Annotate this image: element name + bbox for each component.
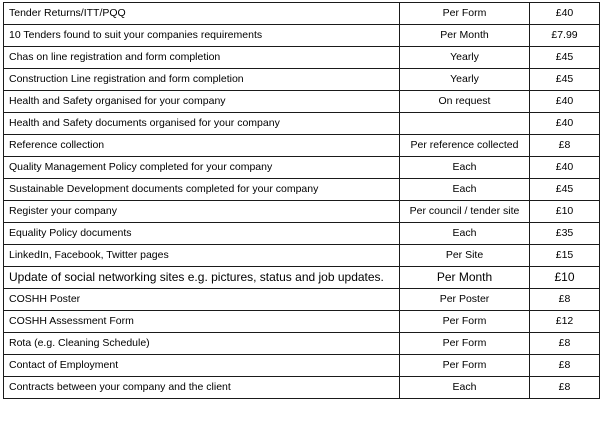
table-row — [4, 311, 600, 333]
price-cell: £10 — [530, 201, 600, 223]
price-cell: £10 — [530, 267, 600, 289]
price-table — [3, 2, 600, 399]
service-cell: Chas on line registration and form completion — [4, 47, 400, 69]
table-row — [4, 355, 600, 377]
service-cell: COSHH Poster — [4, 289, 400, 311]
table-row — [4, 25, 600, 47]
service-cell: Contracts between your company and the client — [4, 377, 400, 399]
price-cell: £45 — [530, 69, 600, 91]
table-row — [4, 69, 600, 91]
service-cell: Update of social networking sites e.g. pictures, status and job updates. — [4, 267, 400, 289]
frequency-cell: Per Form — [400, 3, 530, 25]
frequency-cell: Per Month — [400, 25, 530, 47]
price-cell: £8 — [530, 377, 600, 399]
table-row — [4, 267, 600, 289]
price-cell: £40 — [530, 91, 600, 113]
table-row — [4, 157, 600, 179]
price-cell: £15 — [530, 245, 600, 267]
table-row — [4, 179, 600, 201]
price-cell: £8 — [530, 289, 600, 311]
frequency-cell: Per reference collected — [400, 135, 530, 157]
price-cell: £7.99 — [530, 25, 600, 47]
price-cell: £8 — [530, 333, 600, 355]
price-cell: £8 — [530, 135, 600, 157]
service-cell: COSHH Assessment Form — [4, 311, 400, 333]
price-cell: £40 — [530, 3, 600, 25]
service-cell: Health and Safety organised for your company — [4, 91, 400, 113]
frequency-cell: Yearly — [400, 69, 530, 91]
service-cell: Rota (e.g. Cleaning Schedule) — [4, 333, 400, 355]
frequency-cell: Per Poster — [400, 289, 530, 311]
service-cell: Health and Safety documents organised for your company — [4, 113, 400, 135]
service-cell: Tender Returns/ITT/PQQ — [4, 3, 400, 25]
frequency-cell: Each — [400, 179, 530, 201]
frequency-cell: Per council / tender site — [400, 201, 530, 223]
frequency-cell: Each — [400, 157, 530, 179]
table-row — [4, 3, 600, 25]
frequency-cell: Per Form — [400, 355, 530, 377]
service-cell: Quality Management Policy completed for your company — [4, 157, 400, 179]
service-cell: Register your company — [4, 201, 400, 223]
service-cell: 10 Tenders found to suit your companies requirements — [4, 25, 400, 47]
frequency-cell: On request — [400, 91, 530, 113]
price-cell: £40 — [530, 113, 600, 135]
price-cell: £40 — [530, 157, 600, 179]
table-row — [4, 113, 600, 135]
frequency-cell: Per Month — [400, 267, 530, 289]
frequency-cell: Per Form — [400, 333, 530, 355]
price-cell: £45 — [530, 47, 600, 69]
frequency-cell: Per Site — [400, 245, 530, 267]
price-cell: £45 — [530, 179, 600, 201]
table-row — [4, 377, 600, 399]
service-cell: Contact of Employment — [4, 355, 400, 377]
table-row — [4, 289, 600, 311]
table-row — [4, 91, 600, 113]
service-cell: Equality Policy documents — [4, 223, 400, 245]
service-cell: Construction Line registration and form completion — [4, 69, 400, 91]
frequency-cell: Each — [400, 377, 530, 399]
frequency-cell: Yearly — [400, 47, 530, 69]
price-cell: £35 — [530, 223, 600, 245]
frequency-cell: Per Form — [400, 311, 530, 333]
table-row — [4, 47, 600, 69]
service-cell: LinkedIn, Facebook, Twitter pages — [4, 245, 400, 267]
table-row — [4, 333, 600, 355]
table-row — [4, 135, 600, 157]
table-row — [4, 223, 600, 245]
service-cell: Reference collection — [4, 135, 400, 157]
price-cell: £12 — [530, 311, 600, 333]
service-cell: Sustainable Development documents completed for your company — [4, 179, 400, 201]
table-row — [4, 245, 600, 267]
frequency-cell: Each — [400, 223, 530, 245]
price-cell: £8 — [530, 355, 600, 377]
frequency-cell — [400, 113, 530, 135]
table-row — [4, 201, 600, 223]
